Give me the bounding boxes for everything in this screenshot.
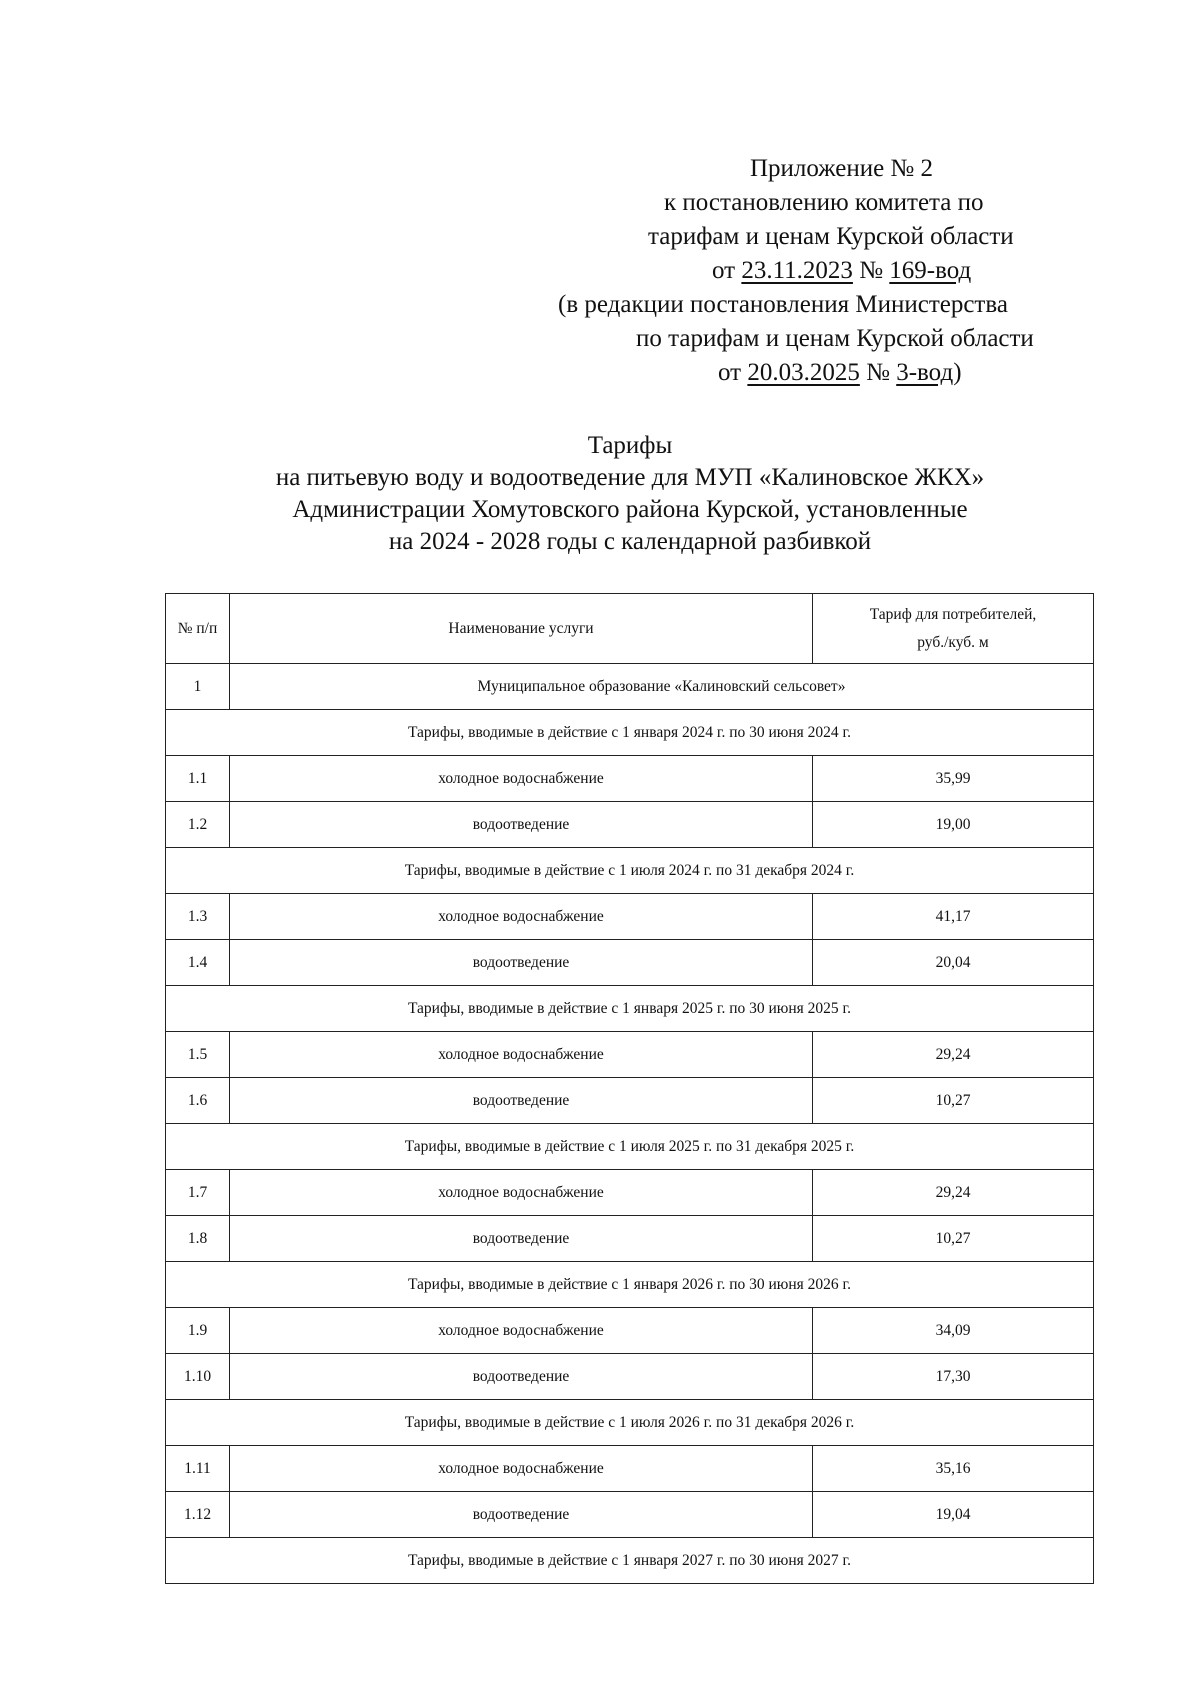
table-row	[166, 1170, 1094, 1216]
row-num: 1.6	[166, 1078, 230, 1124]
row-num: 1.11	[166, 1446, 230, 1492]
table-body	[166, 664, 1094, 1584]
org-row	[166, 664, 1094, 710]
header-tariff	[813, 594, 1094, 664]
table-row	[166, 1354, 1094, 1400]
period-row	[166, 1538, 1094, 1584]
row-tariff: 10,27	[813, 1078, 1094, 1124]
table-row	[166, 894, 1094, 940]
table-header-row	[166, 594, 1094, 664]
row-tariff: 29,24	[813, 1032, 1094, 1078]
appendix-date-prefix: от	[712, 257, 742, 284]
header-tariff-line2: руб./куб. м	[917, 633, 989, 651]
header-service: Наименование услуги	[230, 594, 813, 664]
appendix-title: Приложение № 2	[750, 155, 934, 182]
title-line-1: Тарифы	[587, 432, 673, 459]
title-line-2: на питьевую воду и водоотведение для МУП «Калиновское ЖКХ»	[275, 464, 985, 491]
row-tariff: 35,99	[813, 756, 1094, 802]
row-service: холодное водоснабжение	[230, 1032, 813, 1078]
table-row	[166, 756, 1094, 802]
period-row	[166, 1262, 1094, 1308]
appendix-number-sign: №	[852, 257, 890, 284]
row-service: холодное водоснабжение	[230, 1308, 813, 1354]
table-row	[166, 1032, 1094, 1078]
row-num: 1.7	[166, 1170, 230, 1216]
row-service: водоотведение	[230, 1078, 813, 1124]
row-num: 1.9	[166, 1308, 230, 1354]
appendix-line-committee: тарифам и ценам Курской области	[648, 223, 1014, 250]
period-label: Тарифы, вводимые в действие с 1 июля 2024 г. по 31 декабря 2024 г.	[166, 848, 1094, 894]
period-row	[166, 710, 1094, 756]
period-row	[166, 986, 1094, 1032]
row-service: водоотведение	[230, 1492, 813, 1538]
revision-number: 3-вод	[896, 359, 954, 386]
row-service: холодное водоснабжение	[230, 1446, 813, 1492]
row-service: холодное водоснабжение	[230, 756, 813, 802]
row-num: 1.8	[166, 1216, 230, 1262]
row-service: холодное водоснабжение	[230, 1170, 813, 1216]
table-row	[166, 940, 1094, 986]
row-num: 1.5	[166, 1032, 230, 1078]
appendix-date: 23.11.2023	[741, 257, 853, 284]
row-service: водоотведение	[230, 940, 813, 986]
row-service: водоотведение	[230, 1354, 813, 1400]
revision-date: 20.03.2025	[747, 359, 860, 386]
title-line-4: на 2024 - 2028 годы с календарной разбивкой	[388, 528, 872, 555]
row-tariff: 20,04	[813, 940, 1094, 986]
period-label: Тарифы, вводимые в действие с 1 июля 2026 г. по 31 декабря 2026 г.	[166, 1400, 1094, 1446]
appendix-number: 169-вод	[889, 257, 972, 284]
row-service: водоотведение	[230, 802, 813, 848]
appendix-line-date	[712, 254, 971, 288]
header-num: № п/п	[166, 594, 230, 664]
row-num: 1.2	[166, 802, 230, 848]
table-row	[166, 1216, 1094, 1262]
table-row	[166, 1078, 1094, 1124]
row-tariff: 19,00	[813, 802, 1094, 848]
table-row	[166, 802, 1094, 848]
period-label: Тарифы, вводимые в действие с 1 января 2025 г. по 30 июня 2025 г.	[166, 986, 1094, 1032]
period-row	[166, 1124, 1094, 1170]
appendix-line-revision: (в редакции постановления Министерства	[558, 291, 1008, 318]
row-num: 1.1	[166, 756, 230, 802]
appendix-line-revision-date	[718, 356, 962, 390]
document-title	[150, 430, 1110, 558]
period-row	[166, 1400, 1094, 1446]
revision-number-sign: №	[859, 359, 897, 386]
org-name: Муниципальное образование «Калиновский сельсовет»	[230, 664, 1094, 710]
row-service: водоотведение	[230, 1216, 813, 1262]
row-tariff: 17,30	[813, 1354, 1094, 1400]
appendix-line-ministry: по тарифам и ценам Курской области	[636, 325, 1034, 352]
row-tariff: 41,17	[813, 894, 1094, 940]
period-row	[166, 848, 1094, 894]
row-tariff: 29,24	[813, 1170, 1094, 1216]
table-row	[166, 1446, 1094, 1492]
row-num: 1.10	[166, 1354, 230, 1400]
tariff-table	[165, 593, 1094, 1584]
table-row	[166, 1308, 1094, 1354]
row-tariff: 34,09	[813, 1308, 1094, 1354]
row-tariff: 10,27	[813, 1216, 1094, 1262]
revision-close-paren: )	[953, 359, 962, 386]
org-num: 1	[166, 664, 230, 710]
row-tariff: 19,04	[813, 1492, 1094, 1538]
row-num: 1.4	[166, 940, 230, 986]
table-row	[166, 1492, 1094, 1538]
period-label: Тарифы, вводимые в действие с 1 января 2024 г. по 30 июня 2024 г.	[166, 710, 1094, 756]
title-line-3: Администрации Хомутовского района Курской, установленные	[292, 496, 968, 523]
period-label: Тарифы, вводимые в действие с 1 июля 2025 г. по 31 декабря 2025 г.	[166, 1124, 1094, 1170]
row-num: 1.12	[166, 1492, 230, 1538]
row-num: 1.3	[166, 894, 230, 940]
header-tariff-line1: Тариф для потребителей,	[869, 605, 1037, 623]
period-label: Тарифы, вводимые в действие с 1 января 2026 г. по 30 июня 2026 г.	[166, 1262, 1094, 1308]
row-service: холодное водоснабжение	[230, 894, 813, 940]
appendix-line-decree: к постановлению комитета по	[664, 189, 984, 216]
revision-date-prefix: от	[718, 359, 748, 386]
row-tariff: 35,16	[813, 1446, 1094, 1492]
period-label: Тарифы, вводимые в действие с 1 января 2027 г. по 30 июня 2027 г.	[166, 1538, 1094, 1584]
